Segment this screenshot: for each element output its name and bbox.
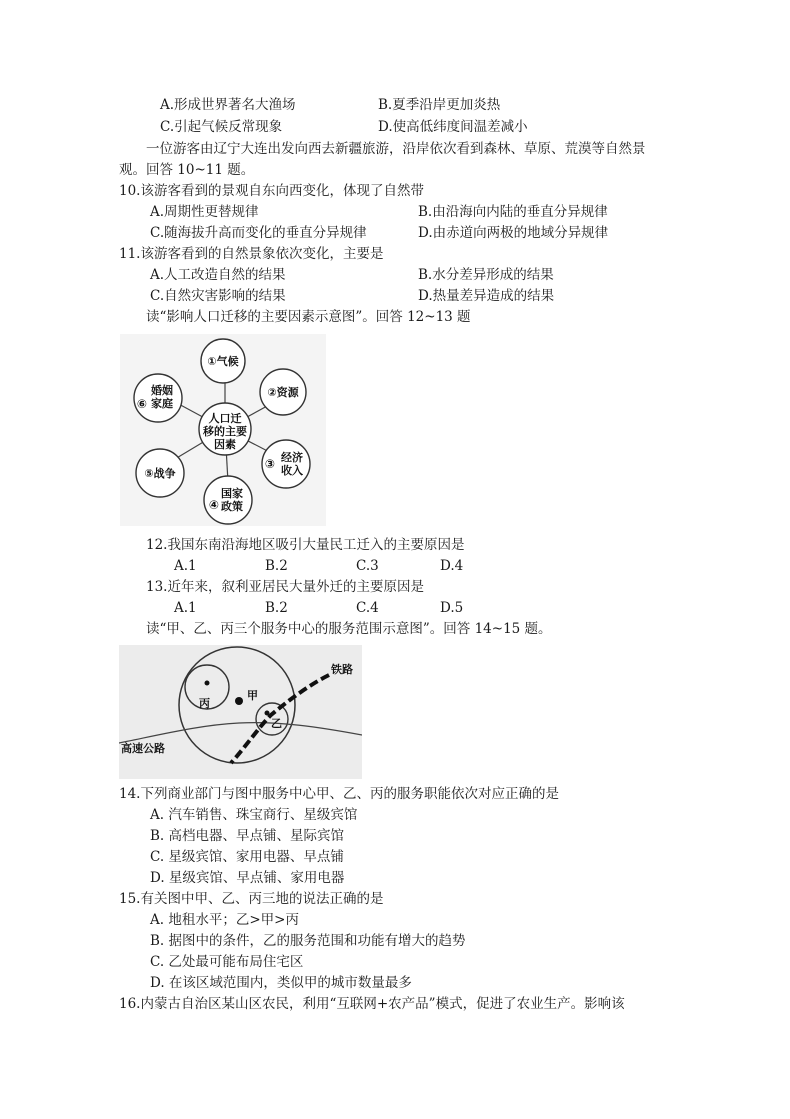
q10-option-c: C.随海拔升高而变化的垂直分异规律 xyxy=(150,225,367,241)
node-2-label: ②资源 xyxy=(267,386,299,399)
q15-option-b: B. 据图中的条件，乙的服务范围和功能有增大的趋势 xyxy=(150,933,466,949)
center-text-3: 因素 xyxy=(214,438,236,451)
service-range-diagram xyxy=(119,645,362,779)
q9-option-b: B.夏季沿岸更加炎热 xyxy=(378,97,501,113)
q12-option-d: D.4 xyxy=(440,558,464,574)
q13-option-a: A.1 xyxy=(174,600,197,616)
q12-option-a: A.1 xyxy=(174,558,197,574)
q9-option-c: C.引起气候反常现象 xyxy=(160,119,283,135)
railway-label: 铁路 xyxy=(331,663,353,676)
node-1-label: ①气候 xyxy=(207,355,239,368)
q13-stem: 13.近年来，叙利亚居民大量外迁的主要原因是 xyxy=(146,579,424,595)
q13-option-d: D.5 xyxy=(440,600,464,616)
node-6-num: ⑥ xyxy=(136,397,148,411)
q15-option-a: A. 地租水平；乙>甲>丙 xyxy=(150,912,299,928)
node-3-line2: 收入 xyxy=(281,464,303,477)
jia-label: 甲 xyxy=(247,689,258,702)
node-6-line2: 家庭 xyxy=(151,397,173,410)
node-3-num: ③ xyxy=(264,457,276,471)
diagram-background xyxy=(119,645,362,779)
q9-option-a: A.形成世界著名大渔场 xyxy=(160,97,296,113)
q15-stem: 15.有关图中甲、乙、丙三地的说法正确的是 xyxy=(119,891,384,907)
q10-option-b: B.由沿海向内陆的垂直分异规律 xyxy=(418,204,608,220)
q13-option-b: B.2 xyxy=(265,600,288,616)
intro-12-13: 读“影响人口迁移的主要因素示意图”。回答 12~13 题 xyxy=(146,309,471,325)
center-text-1: 人口迁 xyxy=(208,412,242,425)
q11-option-b: B.水分差异形成的结果 xyxy=(418,267,554,283)
q10-option-d: D.由赤道向两极的地域分异规律 xyxy=(418,225,609,241)
q14-option-b: B. 高档电器、早点铺、星际宾馆 xyxy=(150,828,345,844)
q10-option-a: A.周期性更替规律 xyxy=(150,204,259,220)
highway-label: 高速公路 xyxy=(121,742,165,755)
q14-option-d: D. 星级宾馆、早点铺、家用电器 xyxy=(150,870,345,886)
intro-10-11-line2: 观。回答 10~11 题。 xyxy=(119,162,255,178)
q15-option-c: C. 乙处最可能布局住宅区 xyxy=(150,954,304,970)
q13-option-c: C.4 xyxy=(356,600,379,616)
node-4-line2: 政策 xyxy=(221,500,243,513)
migration-factors-diagram xyxy=(120,334,326,526)
q12-option-b: B.2 xyxy=(265,558,288,574)
center-text-2: 移的主要 xyxy=(203,425,247,438)
node-3-line1: 经济 xyxy=(281,451,303,464)
bing-label: 丙 xyxy=(199,697,210,710)
q11-option-c: C.自然灾害影响的结果 xyxy=(150,288,286,304)
q14-stem: 14.下列商业部门与图中服务中心甲、乙、丙的服务职能依次对应正确的是 xyxy=(119,786,559,802)
node-4-num: ④ xyxy=(208,498,220,512)
yi-label: 乙 xyxy=(271,717,282,730)
q16-stem: 16.内蒙古自治区某山区农民，利用“互联网+农产品”模式，促进了农业生产。影响该 xyxy=(119,996,625,1012)
q12-option-c: C.3 xyxy=(356,558,379,574)
q12-stem: 12.我国东南沿海地区吸引大量民工迁入的主要原因是 xyxy=(146,537,465,553)
bing-center-dot xyxy=(205,681,210,686)
jia-center-dot xyxy=(235,697,243,705)
node-5-label: ⑤战争 xyxy=(144,467,176,480)
q14-option-c: C. 星级宾馆、家用电器、早点铺 xyxy=(150,849,344,865)
intro-10-11-line1: 一位游客由辽宁大连出发向西去新疆旅游，沿岸依次看到森林、草原、荒漠等自然景 xyxy=(146,141,646,157)
node-6-line1: 婚姻 xyxy=(151,384,173,397)
q14-option-a: A. 汽车销售、珠宝商行、星级宾馆 xyxy=(150,807,358,823)
node-4-line1: 国家 xyxy=(221,487,243,500)
q15-option-d: D. 在该区域范围内，类似甲的城市数量最多 xyxy=(150,975,412,991)
intro-14-15: 读“甲、乙、丙三个服务中心的服务范围示意图”。回答 14~15 题。 xyxy=(146,621,552,637)
q11-stem: 11.该游客看到的自然景象依次变化，主要是 xyxy=(119,246,384,262)
q11-option-a: A.人工改造自然的结果 xyxy=(150,267,286,283)
q11-option-d: D.热量差异造成的结果 xyxy=(418,288,555,304)
q9-option-d: D.使高低纬度间温差减小 xyxy=(378,119,528,135)
q10-stem: 10.该游客看到的景观自东向西变化，体现了自然带 xyxy=(119,183,424,199)
